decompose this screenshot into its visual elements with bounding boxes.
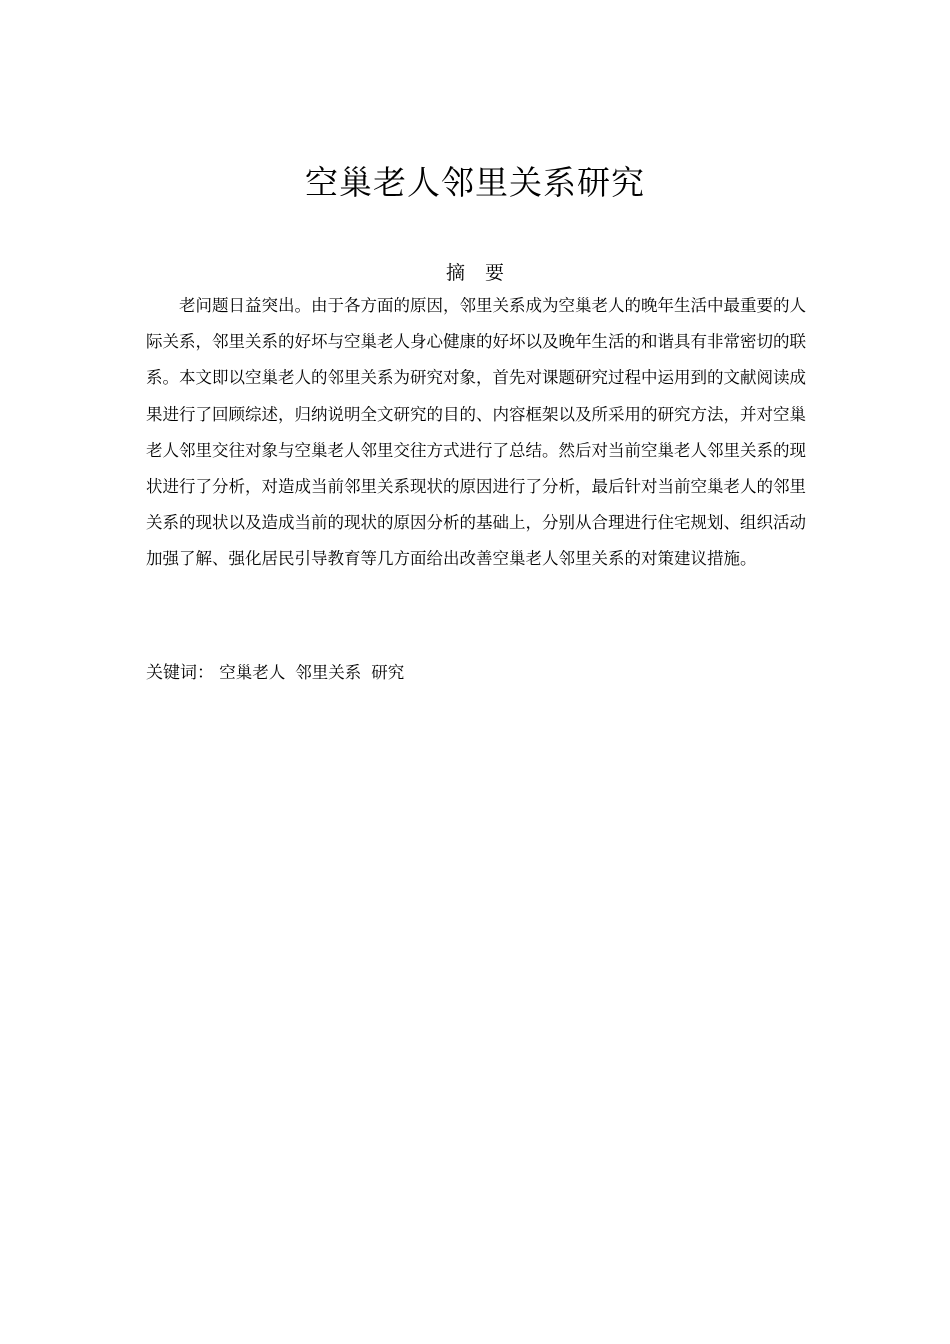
paper-title: 空巢老人邻里关系研究 [305, 163, 645, 202]
keywords-label: 关键词： [146, 663, 214, 683]
abstract-heading: 摘要 [445, 262, 524, 284]
keyword-item: 研究 [371, 663, 405, 682]
keyword-item: 邻里关系 [295, 663, 362, 682]
keywords-list [214, 663, 414, 682]
abstract-paragraph: 老问题日益突出。由于各方面的原因，邻里关系成为空巢老人的晚年生活中最重要的人际关系，邻里关系的好坏与空巢老人身心健康的好坏以及晚年生活的和谐具有非常密切的联系。本文即以空巢老人的邻里关系为研究对象，首先对课题研究过程中运用到的文献阅读成果进行了回顾综述，归纳说明全文研究的目的、内容框架以及所采用的研究方法，并对空巢老人邻里交往对象与空巢老人邻里交往方式进行了总结。然后对当前空巢老人邻里关系的现状进行了分析，对造成当前邻里关系现状的原因进行了分析，最后针对当前空巢老人的邻里关系的现状以及造成当前的现状的原因分析的基础上，分别从合理进行住宅规划、组织活动加强了解、强化居民引导教育等几方面给出改善空巢老人邻里关系的对策建议措施。 [146, 296, 806, 569]
keywords-line [146, 658, 806, 688]
keyword-item: 空巢老人 [219, 663, 286, 682]
